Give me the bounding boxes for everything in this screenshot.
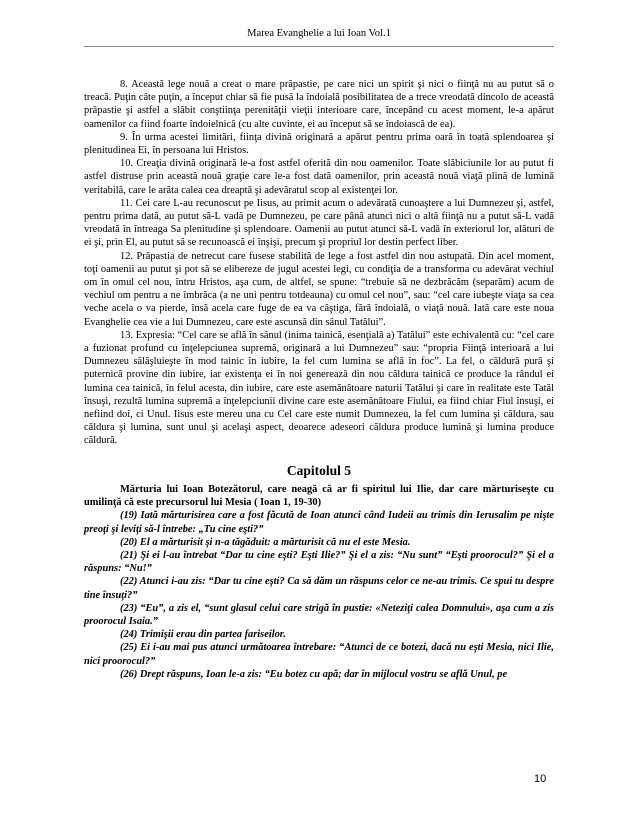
page-header: Marea Evanghelie a lui Ioan Vol.1: [247, 28, 391, 39]
verse: (23) “Eu”, a zis el, “sunt glasul celui care strigă în pustie: «Neteziţi calea Domnului», aşa cum a zis proorocul Isaia.”: [84, 602, 554, 627]
verse: (22) Atunci i-au zis: “Dar tu cine eşti? Ca să dăm un răspuns celor ce ne-au trimis. Ce spui tu despre tine însuţi?”: [84, 576, 554, 601]
verse: (21) Şi ei l-au întrebat “Dar tu cine eşti? Eşti Ilie?” Şi el a zis: “Nu sunt” “Eşti proorocul?” Şi el a răspuns: “Nu!”: [84, 549, 554, 575]
document-body: [84, 78, 554, 681]
paragraph: 11. Cei care L-au recunoscut pe Iisus, au primit acum o adevărată cunoaştere a lui Dumnezeu şi, astfel, pentru prima dată, au putut să-L vadă pe Dumnezeu, pe care până atunci nici o altă fiinţă nu a putut să-L vadă vreodată în întreaga Sa plenitudine şi splendoare. Oamenii au putut atunci să-L vadă în exteriorul lor, alături de ei şi, prin El, au putut să se recunoască ei înşişi, precum şi propriul lor destin perfect liber.: [84, 197, 554, 249]
header-divider: [84, 46, 554, 47]
chapter-subtitle: Mărturia lui Ioan Botezătorul, care neagă că ar fi spiritul lui Ilie, dar care mărturiseşte cu umilinţă că este precursorul lui Mesia ( Ioan 1, 19-30): [84, 483, 554, 509]
verse: (25) Ei i-au mai pus atunci următoarea întrebare: “Atunci de ce botezi, dacă nu eşti Mesia, nici Ilie, nici proorocul?”: [84, 642, 554, 667]
paragraph: 9. În urma acestei limitări, fiinţa divină originară a apărut pentru prima oară în toată splendoarea şi plenitudinea Ei, în persoana lui Hristos.: [84, 131, 554, 157]
paragraph: 12. Prăpastia de netrecut care fusese stabilită de lege a fost astfel din nou astupată. Din acel moment, toţi oamenii au putut şi pot să se elibereze de jugul acestei legi, cu condiţia de a transforma cu adevărat vechiul om în omul cel nou, întru Hristos, aşa cum, de altfel, se spune: “trebuie să ne dezbrăcăm (separăm) acum de vechiul om pentru a ne îmbrăca (a ne uni pentru totdeauna) cu omul cel nou”, sau: “cel care iubeşte viaţa sa cea veche acela o va pierde, însă acela care fuge de ea va câştiga, fără îndoială, o viaţă nouă. Iată care este noua Evanghelie cea vie a lui Dumnezeu, care este ascunsă din sânul Tatălui”.: [84, 250, 554, 328]
verse: (24) Trimişii erau din partea fariseilor.: [120, 629, 286, 641]
chapter-title: Capitolul 5: [286, 462, 352, 478]
verse: (26) Drept răspuns, Ioan le-a zis: “Eu botez cu apă; dar în mijlocul vostru se află Unul, pe: [120, 668, 508, 680]
verse: (19) Iată mărturisirea care a fost făcută de Ioan atunci când Iudeii au trimis din Ierusalim pe nişte preoţi şi leviţi să-l întrebe: „Tu cine eşti?”: [84, 510, 554, 535]
paragraph: 8. Această lege nouă a creat o mare prăpastie, pe care nici un spirit şi nici o fiinţă nu au putut să o treacă. Puţin câte puţin, a început chiar să fie pusă la îndoială posibilitatea de a trece vreodată dincolo de această prăpastie şi astfel a slăbit conştiinţa perenităţii vieţii interioare care, începând cu acest moment, le-a apărut oamenilor ca fiind foarte îndoielnică (cu alte cuvinte, ei au început să se îndoiască de ea).: [84, 79, 554, 130]
page-number: 10: [534, 773, 547, 785]
paragraph: 10. Creaţia divină originară le-a fost astfel oferită din nou oamenilor. Toate slăbiciunile lor au putut fi astfel distruse prin această nouă graţie care le-a fost dată oamenilor, prin această nouă viaţă plină de lumină veritabilă, care le arăta calea cea dreaptă şi adevăratul scop al existenţei lor.: [84, 158, 554, 196]
paragraph: 13. Expresia: “Cel care se află în sânul (inima tainică, esenţială a) Tatălui” este echivalentă cu: “cel care a fuzionat profund cu înţelepciunea supremă, originară a lui Dumnezeu” sau: “propria Fiinţă interioară a lui Dumnezeu sălăşluieşte în mod tainic în iubire, la fel cum lumina se află în foc”. La fel, o căldură pură şi puternică provine din iubire, iar existenţa ei în noi generează din nou căldura tainică ce produce la rândul ei lumina cea tainică, în felul acesta, din iubire, care este asemănătoare naturii Tatălui şi care în realitate este Tatăl însuşi, rezultă lumina supremă a înţelepciunii divine care este asemănătoare Fiului, ea fiind chiar Fiul însuşi, ei nefiind doi, ci Unul. Iisus este mereu una cu Cel care este numit Dumnezeu, la fel cum lumina şi căldura, sau căldura şi lumina, sunt unul şi acelaşi aspect, deoarece adeseori căldura produce lumină şi lumina produce căldură.: [84, 329, 554, 447]
verse: (20) El a mărturisit şi n-a tăgăduit: a mărturisit că nu el este Mesia.: [120, 536, 411, 548]
